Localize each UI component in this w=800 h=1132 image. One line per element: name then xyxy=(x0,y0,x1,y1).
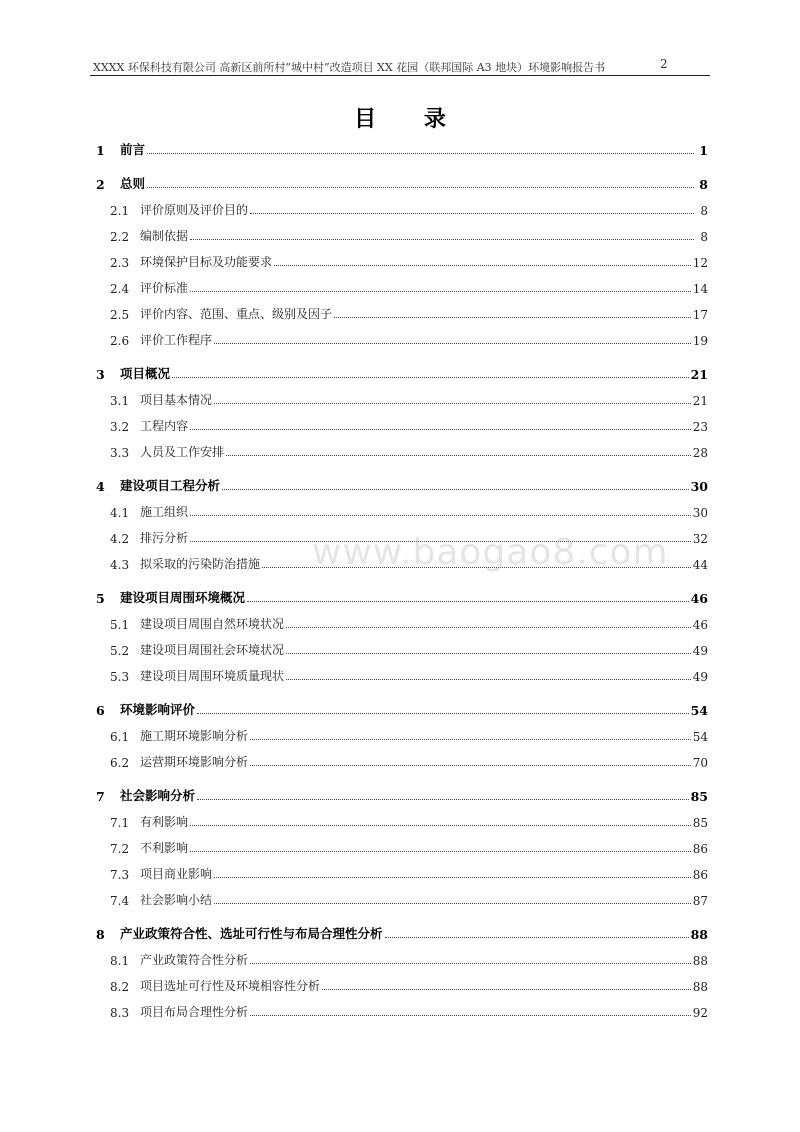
toc-entry-title: 环境影响评价 xyxy=(120,702,196,717)
toc-dot-leader xyxy=(190,291,691,292)
toc-entry-page: 70 xyxy=(692,756,708,770)
page-header xyxy=(90,57,710,76)
toc-entry-page: 30 xyxy=(692,506,708,520)
toc-dot-leader xyxy=(250,1015,691,1016)
toc-entry-page: 85 xyxy=(692,816,708,830)
toc-entry-page: 88 xyxy=(690,927,708,942)
toc-entry-number: 8 xyxy=(96,927,105,942)
toc-dot-leader xyxy=(214,877,691,878)
toc-section-entry[interactable] xyxy=(94,830,708,856)
toc-entry-title: 项目概况 xyxy=(120,366,171,381)
toc-entry-title: 环境保护目标及功能要求 xyxy=(140,255,273,269)
toc-section-entry[interactable] xyxy=(94,994,708,1020)
toc-entry-title: 工程内容 xyxy=(140,419,189,433)
toc-entry-number: 2.5 xyxy=(110,308,130,322)
toc-dot-leader xyxy=(147,153,694,154)
toc-entry-number: 6 xyxy=(96,703,105,718)
toc-entry-page: 88 xyxy=(692,954,708,968)
toc-entry-page: 46 xyxy=(690,591,708,606)
toc-entry-number: 2.4 xyxy=(110,282,130,296)
toc-dot-leader xyxy=(250,213,694,214)
toc-entry-title: 社会影响分析 xyxy=(120,788,196,803)
toc-entry-title: 拟采取的污染防治措施 xyxy=(140,557,261,571)
toc-entry-page: 8 xyxy=(700,204,708,218)
toc-chapter-entry[interactable] xyxy=(94,132,708,158)
toc-entry-page: 88 xyxy=(692,980,708,994)
toc-entry-number: 3 xyxy=(96,367,105,382)
toc-entry-page: 23 xyxy=(692,420,708,434)
toc-dot-leader xyxy=(385,937,689,938)
toc-entry-page: 21 xyxy=(692,394,708,408)
toc-entry-number: 8.2 xyxy=(110,980,130,994)
toc-entry-title: 建设项目周围环境质量现状 xyxy=(140,669,285,683)
toc-entry-number: 3.2 xyxy=(110,420,130,434)
toc-section-entry[interactable] xyxy=(94,718,708,744)
toc-entry-number: 2.6 xyxy=(110,334,130,348)
toc-dot-leader xyxy=(197,799,689,800)
toc-entry-title: 评价工作程序 xyxy=(140,333,213,347)
toc-entry-page: 8 xyxy=(700,230,708,244)
toc-dot-leader xyxy=(226,455,691,456)
toc-chapter-entry[interactable] xyxy=(94,580,708,606)
toc-section-entry[interactable] xyxy=(94,322,708,348)
toc-entry-title: 项目基本情况 xyxy=(140,393,213,407)
toc-entry-page: 1 xyxy=(699,143,708,158)
toc-entry-title: 评价内容、范围、重点、级别及因子 xyxy=(140,307,333,321)
toc-section-entry[interactable] xyxy=(94,546,708,572)
toc-entry-title: 项目商业影响 xyxy=(140,867,213,881)
toc-section-entry[interactable] xyxy=(94,658,708,684)
toc-dot-leader xyxy=(250,963,691,964)
toc-entry-number: 3.1 xyxy=(110,394,130,408)
toc-entry-number: 5.1 xyxy=(110,618,130,632)
toc-entry-number: 4 xyxy=(96,479,105,494)
toc-heading: 目 录 xyxy=(354,106,466,132)
toc-entry-number: 4.3 xyxy=(110,558,130,572)
toc-section-entry[interactable] xyxy=(94,192,708,218)
toc-entry-page: 85 xyxy=(690,789,708,804)
toc-entry-page: 92 xyxy=(692,1006,708,1020)
toc-entry-number: 6.2 xyxy=(110,756,130,770)
toc-dot-leader xyxy=(250,739,691,740)
toc-entry-number: 7.3 xyxy=(110,868,130,882)
toc-dot-leader xyxy=(197,713,689,714)
toc-entry-page: 87 xyxy=(692,894,708,908)
toc-entry-title: 建设项目周围自然环境状况 xyxy=(140,617,285,631)
toc-entry-number: 5.3 xyxy=(110,670,130,684)
toc-section-entry[interactable] xyxy=(94,606,708,632)
toc-entry-title: 产业政策符合性、选址可行性与布局合理性分析 xyxy=(120,926,383,941)
toc-entry-page: 49 xyxy=(692,644,708,658)
toc-entry-number: 8.1 xyxy=(110,954,130,968)
toc-entry-number: 4.2 xyxy=(110,532,130,546)
toc-dot-leader xyxy=(214,903,691,904)
toc-section-entry[interactable] xyxy=(94,856,708,882)
toc-section-entry[interactable] xyxy=(94,494,708,520)
toc-dot-leader xyxy=(286,653,691,654)
toc-entry-title: 评价标准 xyxy=(140,281,189,295)
toc-entry-number: 7.2 xyxy=(110,842,130,856)
toc-entry-title: 前言 xyxy=(120,142,146,157)
toc-entry-number: 7.4 xyxy=(110,894,130,908)
toc-entry-number: 2.3 xyxy=(110,256,130,270)
toc-section-entry[interactable] xyxy=(94,270,708,296)
toc-entry-number: 2.1 xyxy=(110,204,130,218)
table-of-contents xyxy=(94,132,708,1020)
toc-section-entry[interactable] xyxy=(94,942,708,968)
toc-entry-title: 社会影响小结 xyxy=(140,893,213,907)
toc-entry-title: 人员及工作安排 xyxy=(140,445,225,459)
header-page-number: 2 xyxy=(660,57,668,71)
toc-dot-leader xyxy=(172,377,689,378)
toc-entry-page: 12 xyxy=(692,256,708,270)
toc-section-entry[interactable] xyxy=(94,408,708,434)
toc-chapter-entry[interactable] xyxy=(94,166,708,192)
toc-chapter-entry[interactable] xyxy=(94,778,708,804)
toc-entry-page: 46 xyxy=(692,618,708,632)
toc-entry-number: 5 xyxy=(96,591,105,606)
toc-entry-number: 4.1 xyxy=(110,506,130,520)
toc-entry-page: 54 xyxy=(692,730,708,744)
toc-entry-page: 86 xyxy=(692,868,708,882)
toc-entry-number: 3.3 xyxy=(110,446,130,460)
toc-dot-leader xyxy=(190,429,691,430)
toc-entry-page: 28 xyxy=(692,446,708,460)
watermark: www.baogao8.com xyxy=(312,532,669,573)
toc-entry-number: 8.3 xyxy=(110,1006,130,1020)
toc-entry-page: 86 xyxy=(692,842,708,856)
toc-section-entry[interactable] xyxy=(94,434,708,460)
toc-entry-page: 19 xyxy=(692,334,708,348)
toc-entry-page: 32 xyxy=(692,532,708,546)
toc-entry-title: 运营期环境影响分析 xyxy=(140,755,249,769)
toc-entry-title: 产业政策符合性分析 xyxy=(140,953,249,967)
toc-section-entry[interactable] xyxy=(94,968,708,994)
toc-entry-title: 评价原则及评价目的 xyxy=(140,203,249,217)
toc-entry-title: 总则 xyxy=(120,176,146,191)
toc-entry-title: 建设项目工程分析 xyxy=(120,478,221,493)
toc-entry-title: 施工期环境影响分析 xyxy=(140,729,249,743)
toc-entry-page: 21 xyxy=(690,367,708,382)
toc-dot-leader xyxy=(262,567,691,568)
toc-entry-number: 2 xyxy=(96,177,105,192)
toc-dot-leader xyxy=(214,343,691,344)
toc-dot-leader xyxy=(334,317,691,318)
toc-entry-title: 施工组织 xyxy=(140,505,189,519)
toc-dot-leader xyxy=(214,403,691,404)
toc-entry-title: 建设项目周围环境概况 xyxy=(120,590,246,605)
toc-dot-leader xyxy=(190,825,691,826)
toc-section-entry[interactable] xyxy=(94,804,708,830)
toc-entry-page: 14 xyxy=(692,282,708,296)
toc-section-entry[interactable] xyxy=(94,382,708,408)
toc-section-entry[interactable] xyxy=(94,882,708,908)
toc-entry-title: 排污分析 xyxy=(140,531,189,545)
toc-section-entry[interactable] xyxy=(94,520,708,546)
toc-section-entry[interactable] xyxy=(94,632,708,658)
toc-chapter-entry[interactable] xyxy=(94,692,708,718)
toc-entry-page: 8 xyxy=(699,177,708,192)
toc-dot-leader xyxy=(190,541,691,542)
toc-entry-page: 49 xyxy=(692,670,708,684)
toc-dot-leader xyxy=(286,679,691,680)
toc-entry-page: 30 xyxy=(690,479,708,494)
toc-entry-title: 有利影响 xyxy=(140,815,189,829)
toc-entry-title: 不利影响 xyxy=(140,841,189,855)
toc-entry-title: 项目选址可行性及环境相容性分析 xyxy=(140,979,321,993)
toc-entry-title: 编制依据 xyxy=(140,229,189,243)
toc-dot-leader xyxy=(222,489,689,490)
toc-dot-leader xyxy=(190,239,694,240)
toc-dot-leader xyxy=(250,765,691,766)
toc-dot-leader xyxy=(247,601,689,602)
toc-entry-title: 项目布局合理性分析 xyxy=(140,1005,249,1019)
toc-chapter-entry[interactable] xyxy=(94,916,708,942)
toc-dot-leader xyxy=(147,187,694,188)
toc-dot-leader xyxy=(286,627,691,628)
toc-entry-number: 6.1 xyxy=(110,730,130,744)
toc-section-entry[interactable] xyxy=(94,218,708,244)
toc-dot-leader xyxy=(190,515,691,516)
toc-entry-page: 44 xyxy=(692,558,708,572)
toc-entry-number: 7.1 xyxy=(110,816,130,830)
toc-entry-number: 1 xyxy=(96,143,105,158)
toc-chapter-entry[interactable] xyxy=(94,356,708,382)
toc-entry-title: 建设项目周围社会环境状况 xyxy=(140,643,285,657)
toc-entry-page: 17 xyxy=(692,308,708,322)
toc-dot-leader xyxy=(274,265,691,266)
toc-entry-number: 2.2 xyxy=(110,230,130,244)
toc-section-entry[interactable] xyxy=(94,244,708,270)
toc-section-entry[interactable] xyxy=(94,744,708,770)
toc-entry-number: 7 xyxy=(96,789,105,804)
toc-dot-leader xyxy=(190,851,691,852)
toc-entry-page: 54 xyxy=(690,703,708,718)
header-document-title: XXXX 环保科技有限公司 高新区前所村“城中村”改造项目 XX 花园（联邦国际 A3 地块）环境影响报告书 xyxy=(93,61,606,74)
toc-entry-number: 5.2 xyxy=(110,644,130,658)
toc-dot-leader xyxy=(322,989,691,990)
toc-section-entry[interactable] xyxy=(94,296,708,322)
toc-chapter-entry[interactable] xyxy=(94,468,708,494)
